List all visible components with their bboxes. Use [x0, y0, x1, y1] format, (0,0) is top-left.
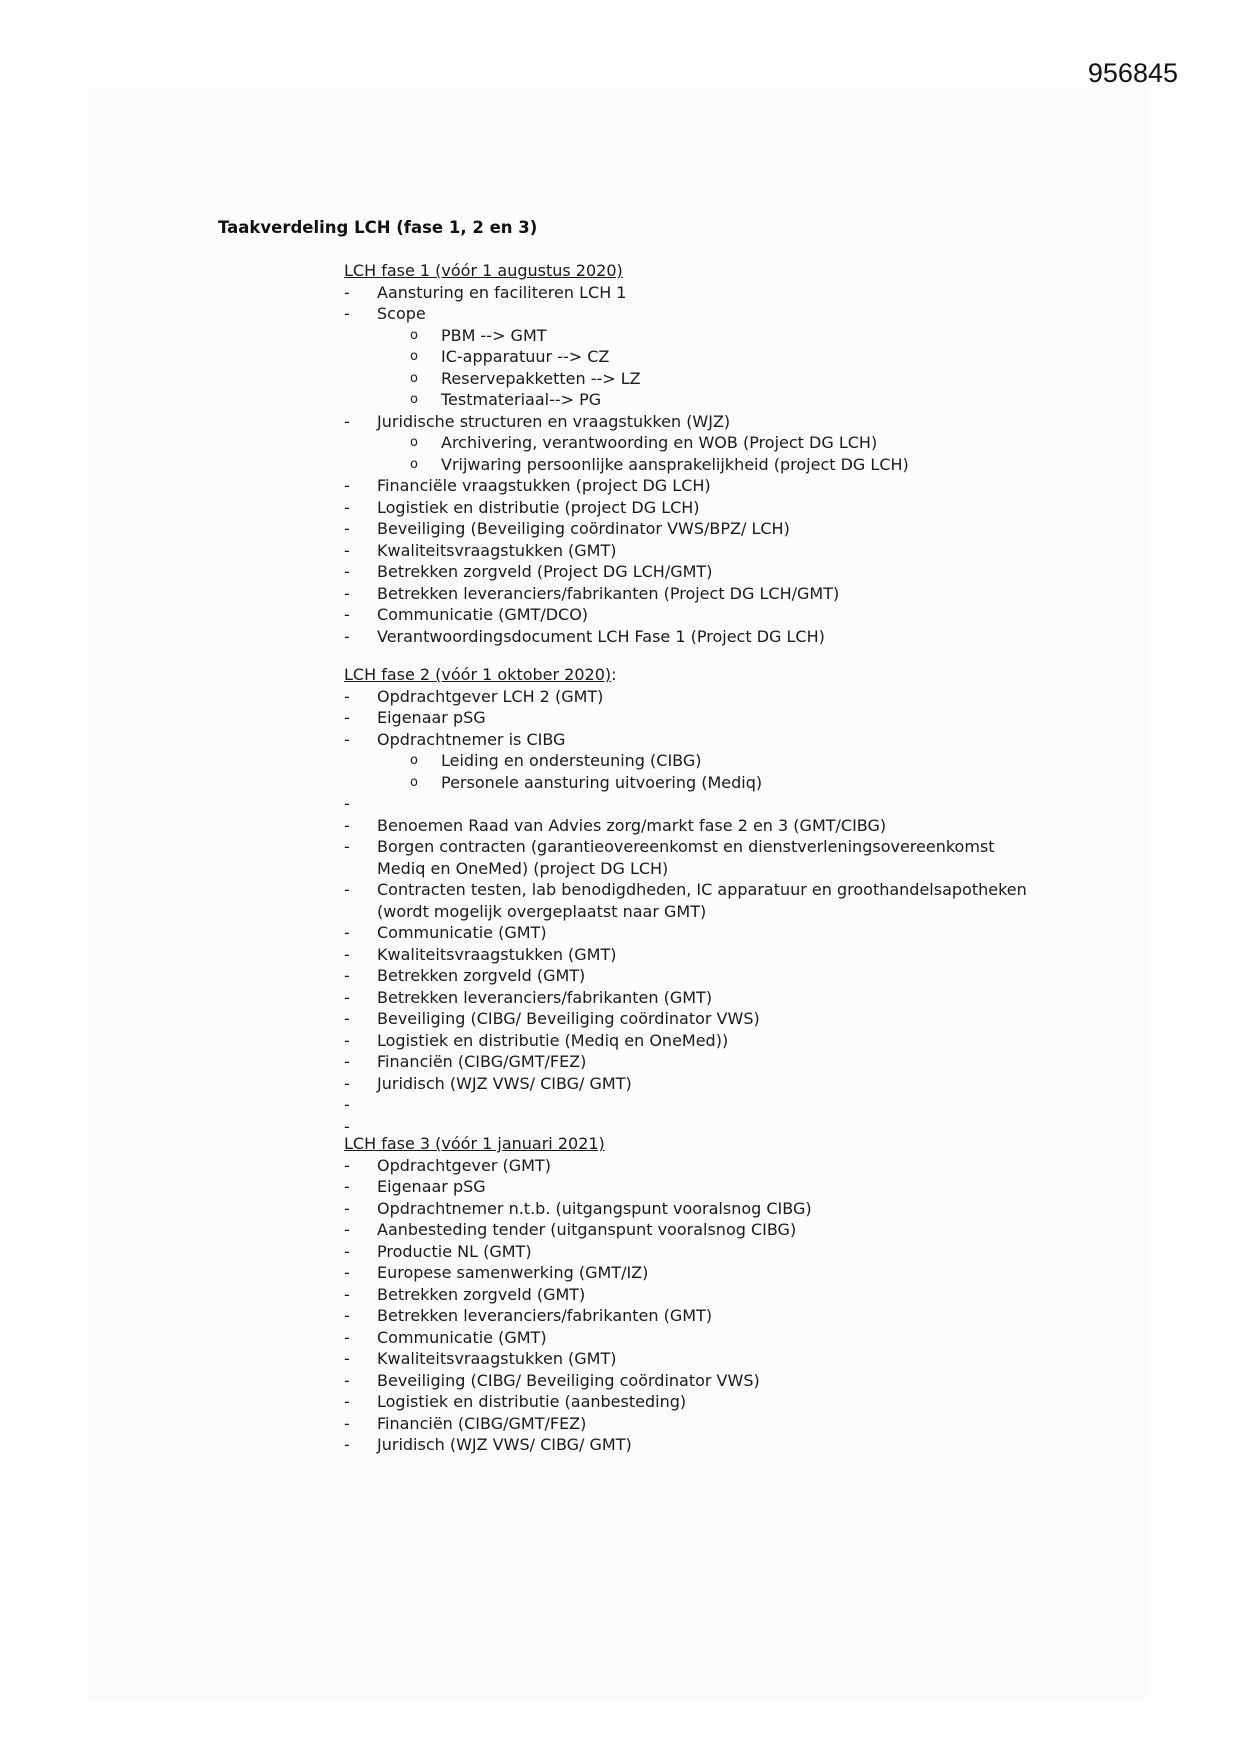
dash-bullet-icon: - [344, 923, 350, 942]
dash-bullet-icon: - [344, 1177, 350, 1196]
section-fase-2 [344, 664, 1044, 1137]
dash-bullet-icon: - [344, 497, 350, 517]
circle-bullet-icon: o [410, 327, 418, 343]
dash-bullet-icon: - [344, 562, 350, 581]
list-item-text: Financiële vraagstukken (project DG LCH) [377, 476, 711, 495]
dash-bullet-icon: - [344, 1220, 350, 1239]
list-item-text: Communicatie (GMT/DCO) [377, 605, 589, 624]
list-item-text: Communicatie (GMT) [377, 1327, 547, 1347]
dash-bullet-icon: - [344, 1392, 350, 1411]
list-item-text: Kwaliteitsvraagstukken (GMT) [377, 944, 617, 964]
list-item-text: Leiding en ondersteuning (CIBG) [441, 751, 702, 770]
dash-bullet-icon: - [344, 1413, 350, 1433]
dash-bullet-icon: - [344, 1009, 350, 1028]
list-item-text: IC-apparatuur --> CZ [441, 347, 610, 366]
list-item [344, 1155, 1044, 1177]
dash-bullet-icon: - [344, 794, 350, 813]
list-item [344, 1073, 1044, 1095]
dash-bullet-icon: - [344, 1095, 350, 1114]
list-item-text: Logistiek en distributie (project DG LCH) [377, 497, 700, 517]
list-item-text: Aansturing en faciliteren LCH 1 [377, 282, 627, 302]
list-item-text: Financiën (CIBG/GMT/FEZ) [377, 1052, 587, 1071]
list-item [344, 1094, 1044, 1116]
list-item-text: Contracten testen, lab benodigdheden, IC apparatuur en groothandelsapotheken (wordt mogelijk overgeplaatst naar GMT) [377, 880, 1027, 921]
list-item-text: Archivering, verantwoording en WOB (Project DG LCH) [441, 433, 878, 452]
dash-bullet-icon: - [344, 1435, 350, 1454]
list-item-text: Reservepakketten --> LZ [441, 368, 641, 388]
dash-bullet-icon: - [344, 815, 350, 835]
list-item [344, 1348, 1044, 1370]
list-item [344, 561, 1044, 583]
list-item [344, 944, 1044, 966]
list-item [344, 1051, 1044, 1073]
dash-bullet-icon: - [344, 304, 350, 323]
dash-bullet-icon: - [344, 729, 350, 749]
dash-bullet-icon: - [344, 1327, 350, 1347]
list-item [344, 303, 1044, 325]
section-fase-3 [344, 1133, 1044, 1456]
sub-list-item [344, 325, 1044, 347]
list-item-text: Borgen contracten (garantieovereenkomst en dienstverleningsovereenkomst Mediq en OneMed) (project DG LCH) [377, 837, 995, 878]
dash-bullet-icon: - [344, 1306, 350, 1325]
list-item [344, 411, 1044, 433]
list-item [344, 626, 1044, 648]
list-item [344, 1370, 1044, 1392]
sub-list-item [344, 750, 1044, 772]
list-item-text: Logistiek en distributie (aanbesteding) [377, 1392, 687, 1411]
list-item [344, 793, 1044, 815]
list-item-text: Beveiliging (Beveiliging coördinator VWS/BPZ/ LCH) [377, 519, 790, 538]
list-item [344, 965, 1044, 987]
document-number: 956845 [1087, 58, 1178, 88]
document-title: Taakverdeling LCH (fase 1, 2 en 3) [218, 218, 538, 237]
list-item [344, 1284, 1044, 1306]
list-item-text: Juridisch (WJZ VWS/ CIBG/ GMT) [377, 1435, 632, 1454]
list-item-text: Eigenaar pSG [377, 1177, 486, 1196]
list-item [344, 707, 1044, 729]
list-item-text: Vrijwaring persoonlijke aansprakelijkheid (project DG LCH) [441, 454, 909, 474]
list-item [344, 879, 1044, 922]
list-item [344, 1262, 1044, 1284]
sub-list-item [344, 454, 1044, 476]
list-item [344, 282, 1044, 304]
list-item-text: Betrekken leveranciers/fabrikanten (GMT) [377, 987, 713, 1007]
dash-bullet-icon: - [344, 1284, 350, 1304]
dash-bullet-icon: - [344, 476, 350, 495]
dash-bullet-icon: - [344, 1198, 350, 1218]
circle-bullet-icon: o [410, 435, 418, 450]
list-item-text: Opdrachtnemer n.t.b. (uitgangspunt vooralsnog CIBG) [377, 1198, 812, 1218]
dash-bullet-icon: - [344, 1241, 350, 1261]
list-item [344, 836, 1044, 879]
dash-bullet-icon: - [344, 1263, 350, 1282]
list-item [344, 1008, 1044, 1030]
list-item [344, 1434, 1044, 1456]
item-list [344, 282, 1044, 648]
list-item [344, 475, 1044, 497]
list-item-text: Eigenaar pSG [377, 708, 486, 727]
list-item [344, 1413, 1044, 1435]
sub-list-item [344, 389, 1044, 411]
dash-bullet-icon: - [344, 1370, 350, 1390]
item-list [344, 686, 1044, 1138]
dash-bullet-icon: - [344, 583, 350, 603]
dash-bullet-icon: - [344, 411, 350, 431]
section-heading: LCH fase 3 (vóór 1 januari 2021) [344, 1134, 605, 1153]
list-item-text: Opdrachtnemer is CIBG [377, 729, 566, 749]
circle-bullet-icon: o [410, 753, 418, 768]
list-item-text: Beveiliging (CIBG/ Beveiliging coördinator VWS) [377, 1009, 760, 1028]
dash-bullet-icon: - [344, 605, 350, 624]
dash-bullet-icon: - [344, 987, 350, 1007]
dash-bullet-icon: - [344, 708, 350, 727]
list-item-text: Betrekken zorgveld (GMT) [377, 1284, 586, 1304]
dash-bullet-icon: - [344, 1052, 350, 1071]
list-item-text: Betrekken zorgveld (Project DG LCH/GMT) [377, 562, 713, 581]
list-item [344, 1241, 1044, 1263]
section-heading: LCH fase 1 (vóór 1 augustus 2020) [344, 261, 623, 280]
circle-bullet-icon: o [410, 349, 418, 364]
section-fase-1 [344, 260, 1044, 647]
dash-bullet-icon: - [344, 837, 350, 856]
list-item [344, 1305, 1044, 1327]
list-item-text: Verantwoordingsdocument LCH Fase 1 (Project DG LCH) [377, 626, 825, 646]
list-item [344, 729, 1044, 751]
list-item-text: Kwaliteitsvraagstukken (GMT) [377, 1349, 617, 1368]
list-item-text: Personele aansturing uitvoering (Mediq) [441, 772, 763, 792]
list-item-text: Opdrachtgever LCH 2 (GMT) [377, 686, 604, 706]
section-heading: LCH fase 2 (vóór 1 oktober 2020): [344, 665, 617, 684]
list-item-text: Juridische structuren en vraagstukken (WJZ) [377, 411, 731, 431]
circle-bullet-icon: o [410, 774, 418, 790]
list-item [344, 583, 1044, 605]
dash-bullet-icon: - [344, 880, 350, 899]
dash-bullet-icon: - [344, 1349, 350, 1368]
circle-bullet-icon: o [410, 392, 418, 407]
dash-bullet-icon: - [344, 1155, 350, 1175]
list-item-text: Benoemen Raad van Advies zorg/markt fase 2 en 3 (GMT/CIBG) [377, 815, 887, 835]
sub-list-item [344, 346, 1044, 368]
sub-list-item [344, 368, 1044, 390]
list-item [344, 686, 1044, 708]
list-item-text: Europese samenwerking (GMT/IZ) [377, 1263, 649, 1282]
dash-bullet-icon: - [344, 1030, 350, 1050]
list-item-text: Testmateriaal--> PG [441, 390, 602, 409]
list-item [344, 1219, 1044, 1241]
dash-bullet-icon: - [344, 626, 350, 646]
list-item [344, 1391, 1044, 1413]
dash-bullet-icon: - [344, 540, 350, 560]
circle-bullet-icon: o [410, 456, 418, 472]
list-item [344, 497, 1044, 519]
sub-list-item [344, 432, 1044, 454]
sub-list-item [344, 772, 1044, 794]
dash-bullet-icon: - [344, 966, 350, 985]
list-item-text: PBM --> GMT [441, 325, 547, 345]
dash-bullet-icon: - [344, 282, 350, 302]
list-item-text: Juridisch (WJZ VWS/ CIBG/ GMT) [377, 1073, 632, 1093]
list-item-text: Aanbesteding tender (uitganspunt vooralsnog CIBG) [377, 1220, 797, 1239]
list-item-text: Productie NL (GMT) [377, 1241, 532, 1261]
dash-bullet-icon: - [344, 519, 350, 538]
list-item [344, 1030, 1044, 1052]
list-item-text: Opdrachtgever (GMT) [377, 1155, 551, 1175]
list-item [344, 815, 1044, 837]
list-item [344, 518, 1044, 540]
list-item [344, 922, 1044, 944]
item-list [344, 1155, 1044, 1456]
list-item-text: Kwaliteitsvraagstukken (GMT) [377, 540, 617, 560]
list-item [344, 1176, 1044, 1198]
list-item-text: Financiën (CIBG/GMT/FEZ) [377, 1413, 587, 1433]
list-item-text: Scope [377, 304, 426, 323]
list-item [344, 540, 1044, 562]
list-item-text: Betrekken zorgveld (GMT) [377, 966, 586, 985]
dash-bullet-icon: - [344, 1116, 350, 1136]
dash-bullet-icon: - [344, 686, 350, 706]
list-item [344, 987, 1044, 1009]
list-item-text: Communicatie (GMT) [377, 923, 547, 942]
list-item-text: Betrekken leveranciers/fabrikanten (Project DG LCH/GMT) [377, 583, 840, 603]
list-item [344, 1327, 1044, 1349]
list-item [344, 604, 1044, 626]
list-item-text: Logistiek en distributie (Mediq en OneMed)) [377, 1030, 729, 1050]
list-item-text: Beveiliging (CIBG/ Beveiliging coördinator VWS) [377, 1370, 760, 1390]
circle-bullet-icon: o [410, 370, 418, 386]
list-item [344, 1198, 1044, 1220]
dash-bullet-icon: - [344, 1073, 350, 1093]
dash-bullet-icon: - [344, 944, 350, 964]
list-item-text: Betrekken leveranciers/fabrikanten (GMT) [377, 1306, 713, 1325]
